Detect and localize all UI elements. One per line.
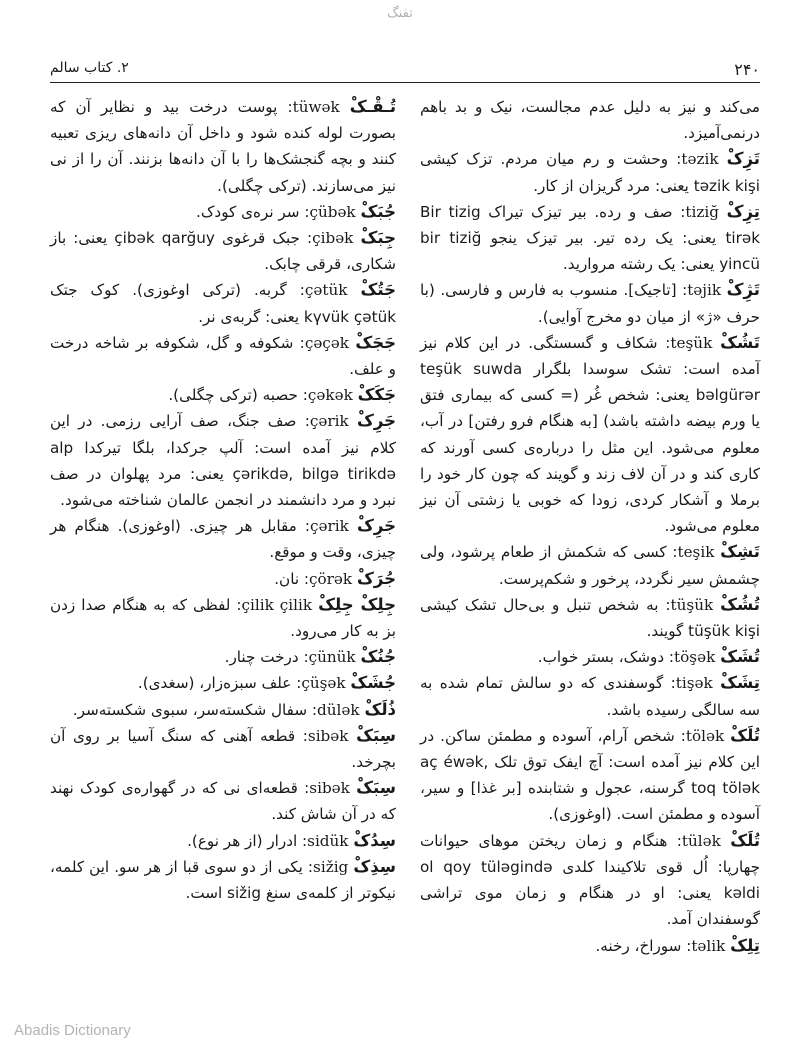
entry-transliteration: çilik çilik (241, 595, 313, 614)
entry-headword: تُـقْـکْ (349, 97, 397, 116)
entry-headword: تُشُکْ (720, 594, 760, 614)
entry-transliteration: teşük (670, 333, 713, 352)
entry-headword: جِبَکْ (360, 228, 396, 248)
site-title: تفنگ (387, 6, 413, 21)
dictionary-entry (420, 723, 760, 828)
entry-headword: سِذِکْ (353, 856, 397, 876)
entry-transliteration: tüwәk (292, 98, 340, 116)
dictionary-entry (50, 94, 396, 199)
entry-headword: سِبَکْ (356, 725, 396, 745)
left-column (50, 94, 396, 906)
entry-headword: ذُلَکْ (364, 699, 396, 719)
dictionary-entry (50, 382, 396, 408)
entry-definition: : گربه. (ترکی اوغوزی). کوک جتک kүvük çәtük یعنی: گربه‌ی نر. (50, 281, 396, 326)
entry-definition: : سوراخ، رخنه. (595, 936, 692, 955)
dictionary-entry (420, 933, 760, 959)
entry-definition: : صف جنگ، صف آرایی رزمی. در این کلام نیز آمده است: آلپ جرکدا، بلگا تیرکدا alp çәrikdә, bilgә tirikdә یعنی: مرد پهلوان در صف نبرد و مرد دانشمند در انجمن عالمان شناخته می‌شود. (50, 412, 396, 510)
entry-definition: : نان. (274, 569, 309, 588)
entry-headword: جُشَکْ (350, 673, 396, 693)
dictionary-entry (420, 828, 760, 933)
entry-headword: تَژِکْ (726, 280, 760, 300)
entry-headword: جِلِکْ جِلِکْ (318, 594, 397, 614)
entry-transliteration: çörәk (309, 569, 353, 588)
entry-transliteration: tülәk (681, 831, 721, 850)
entry-definition: : لفظی که به هنگام صدا زدن بز به کار می‌رود. (50, 595, 396, 641)
entry-definition: : سفال شکسته‌سر، سبوی شکسته‌سر. (72, 700, 318, 719)
dictionary-entry (420, 199, 760, 278)
entry-transliteration: çәrik (310, 517, 349, 536)
entry-headword: تُشَکْ (720, 647, 760, 667)
entry-definition: : صف و رده. بیر تیزک تیراک Bir tizig tirәk یعنی: یک رده تیر. بیر تیزک ینجو bir tiziğ yincü یعنی: یک رشته مروارید. (420, 202, 760, 274)
entry-headword: تَشُکْ (720, 332, 761, 352)
dictionary-entry (50, 775, 396, 827)
entry-headword: سِبَکْ (356, 778, 396, 798)
entry-definition: : حصبه (ترکی چگلی). (168, 386, 308, 405)
book-title: ۲. کتاب سالم (50, 60, 129, 76)
entry-definition: : به شخص تنبل و بی‌حال تشک کیشی tüşük kişi گویند. (420, 595, 760, 641)
entry-definition: : پوست درخت بید و نظایر آن که بصورت لوله کنده شود و داخل آن دانه‌های ریزی تعبیه کنند و بچه گنجشک‌ها را با آن دانه‌ها بزنند. آن را از نی نیز می‌سازند. (ترکی چگلی). (50, 98, 396, 195)
header-rule (50, 82, 760, 83)
entry-definition: : جبک قرغوی çibәk qarğuy یعنی: باز شکاری، قرقی چابک. (50, 229, 396, 274)
entry-transliteration: çübәk (309, 202, 356, 221)
dictionary-entry (50, 225, 396, 277)
entry-headword: سِدُکْ (353, 830, 396, 850)
entry-definition: : یکی از دو سوی قبا از هر سو. این کلمه، نیکوتر از کلمه‌ی سنغ sižig است. (50, 857, 396, 903)
entry-transliteration: çibәk (312, 229, 354, 248)
entry-transliteration: çәrik (309, 412, 349, 431)
entry-transliteration: tәzik (681, 150, 719, 169)
dictionary-entry (50, 723, 396, 775)
entry-transliteration: çәkәk (307, 386, 353, 405)
entry-definition: : [تاجیک]. منسوب به فارس و فارسی. (با حرف «ژ» از میان دو مخرج آوایی). (420, 281, 760, 326)
entry-transliteration: tüşük (670, 595, 714, 614)
dictionary-entry (50, 566, 396, 592)
right-column (420, 94, 760, 959)
entry-headword: جَجَکْ (355, 332, 397, 352)
dictionary-entry (420, 94, 760, 146)
entry-transliteration: sibәk (307, 726, 349, 745)
dictionary-entry (50, 592, 396, 644)
entry-definition: : شکوفه و گل، شکوفه بر شاخه درخت و علف. (50, 333, 396, 379)
entry-definition: : درخت چنار. (224, 648, 309, 667)
dictionary-entry (420, 330, 760, 540)
entry-definition: می‌کند و نیز به دلیل عدم مجالست، نیک و بد باهم درنمی‌آمیزد. (420, 98, 760, 143)
entry-definition: : مقابل هر چیزی. (اوغوزی). هنگام هر چیزی، وقت و موقع. (50, 517, 396, 562)
entry-definition: : علف سبزه‌زار، (سغدی). (137, 674, 302, 693)
entry-transliteration: tişәk (675, 674, 713, 693)
dictionary-entry (420, 146, 760, 198)
dictionary-entry (420, 592, 760, 644)
entry-transliteration: sižig (313, 857, 349, 876)
dictionary-entry (420, 539, 760, 591)
entry-headword: جَرِکْ (356, 516, 396, 536)
entry-transliteration: çüşәk (301, 674, 346, 693)
entry-headword: تِزِکْ (726, 201, 760, 221)
entry-definition: : ادرار (از هر نوع). (187, 831, 308, 850)
running-head (50, 58, 760, 84)
dictionary-entry (50, 277, 396, 329)
entry-headword: جُبَکْ (360, 201, 396, 221)
entry-headword: تَشِکْ (720, 542, 760, 562)
entry-headword: جَکَکْ (357, 385, 396, 405)
entry-headword: تِشَکْ (720, 673, 760, 693)
entry-transliteration: tiziğ (685, 202, 719, 221)
entry-definition: : شکاف و گسستگی. در این کلام نیز آمده است: تشک سوسدا بلگرار teşük suwda bәlgürәr یعنی: شخص غُر (= کسی که بیماری فتق یا ورم بیضه داشته باشد) [به هنگام فرو رفتن] در آب، معلوم می‌شود. این مثل را درباره‌ی کسی آورند که کاری کند و در آن لاف زند و گویند که چون کار خود را برملا و آشکار کردی، زودا که خوبی یا زشتی آن نیز معلوم می‌شود. (420, 333, 760, 536)
dictionary-entry (420, 670, 760, 722)
dictionary-entry (50, 854, 396, 906)
entry-transliteration: tölәk (685, 726, 725, 745)
page-number: ۲۴۰ (734, 60, 760, 79)
entry-transliteration: tәlik (691, 936, 726, 955)
entry-transliteration: sibәk (309, 779, 350, 798)
dictionary-entry (420, 644, 760, 670)
entry-headword: جُرَکْ (356, 568, 396, 588)
entry-definition: : گوسفندی که دو سالش تمام شده به سه سالگی رسیده باشد. (420, 674, 760, 719)
entry-transliteration: çünük (308, 648, 356, 667)
entry-definition: : شخص آرام، آسوده و مطمئن ساکن. در این کلام نیز آمده است: آچ ایفک توق تلک aç éwәk, toq tölәk گرسنه، عجول و شتابنده [بر غذا] و سیر، آسوده و مطمئن است. (اوغوزی). (420, 726, 760, 824)
entry-transliteration: töşәk (674, 648, 716, 667)
entry-definition: : کسی که شکمش از طعام پرشود، ولی چشمش سیر نگردد، پرخور و شکم‌پرست. (420, 543, 760, 588)
entry-headword: جُنُکْ (360, 647, 396, 667)
entry-headword: تُلَکْ (730, 725, 760, 745)
entry-transliteration: teşik (677, 543, 715, 562)
dictionary-entry (50, 697, 396, 723)
entry-transliteration: sidük (307, 831, 349, 850)
dictionary-entry (50, 330, 396, 382)
entry-definition: : دوشک، بستر خواب. (537, 648, 675, 667)
dictionary-entry (50, 644, 396, 670)
entry-definition: : قطعه‌ای نی که در گهواره‌ی کودک نهند که در آن شاش کند. (50, 779, 396, 824)
entry-headword: جَرِکْ (356, 411, 396, 431)
entry-definition: : هنگام و زمان ریختن موهای حیوانات چهارپا: اُل قوی تلاکیندا کلدی ol qoy tülәgindә kәldi یعنی: او در هنگام و زمان موی تراشی گوسفندان آمد. (420, 831, 761, 929)
entry-transliteration: dülәk (317, 700, 360, 719)
entry-headword: جَتُکْ (360, 280, 396, 300)
entry-definition: : سر نره‌ی کودک. (196, 202, 310, 221)
dictionary-entry (420, 277, 760, 329)
entry-headword: تَزِکْ (726, 149, 760, 169)
entry-transliteration: çәçәk (304, 333, 350, 352)
dictionary-entry (50, 513, 396, 565)
dictionary-entry (50, 828, 396, 854)
entry-transliteration: tәjik (687, 281, 722, 300)
entry-headword: تِلِکْ (730, 935, 760, 955)
entry-transliteration: çәtük (304, 281, 348, 300)
dictionary-entry (50, 199, 396, 225)
entry-definition: : قطعه آهنی که سنگ آسیا بر روی آن بچرخد. (50, 726, 396, 772)
watermark: Abadis Dictionary (14, 1022, 131, 1039)
entry-headword: تُلَکْ (730, 830, 761, 850)
dictionary-entry (50, 670, 396, 696)
dictionary-entry (50, 408, 396, 513)
entry-definition: : وحشت و رم میان مردم. تزک کیشی tәzik kişi یعنی: مرد گریزان از کار. (420, 150, 760, 195)
